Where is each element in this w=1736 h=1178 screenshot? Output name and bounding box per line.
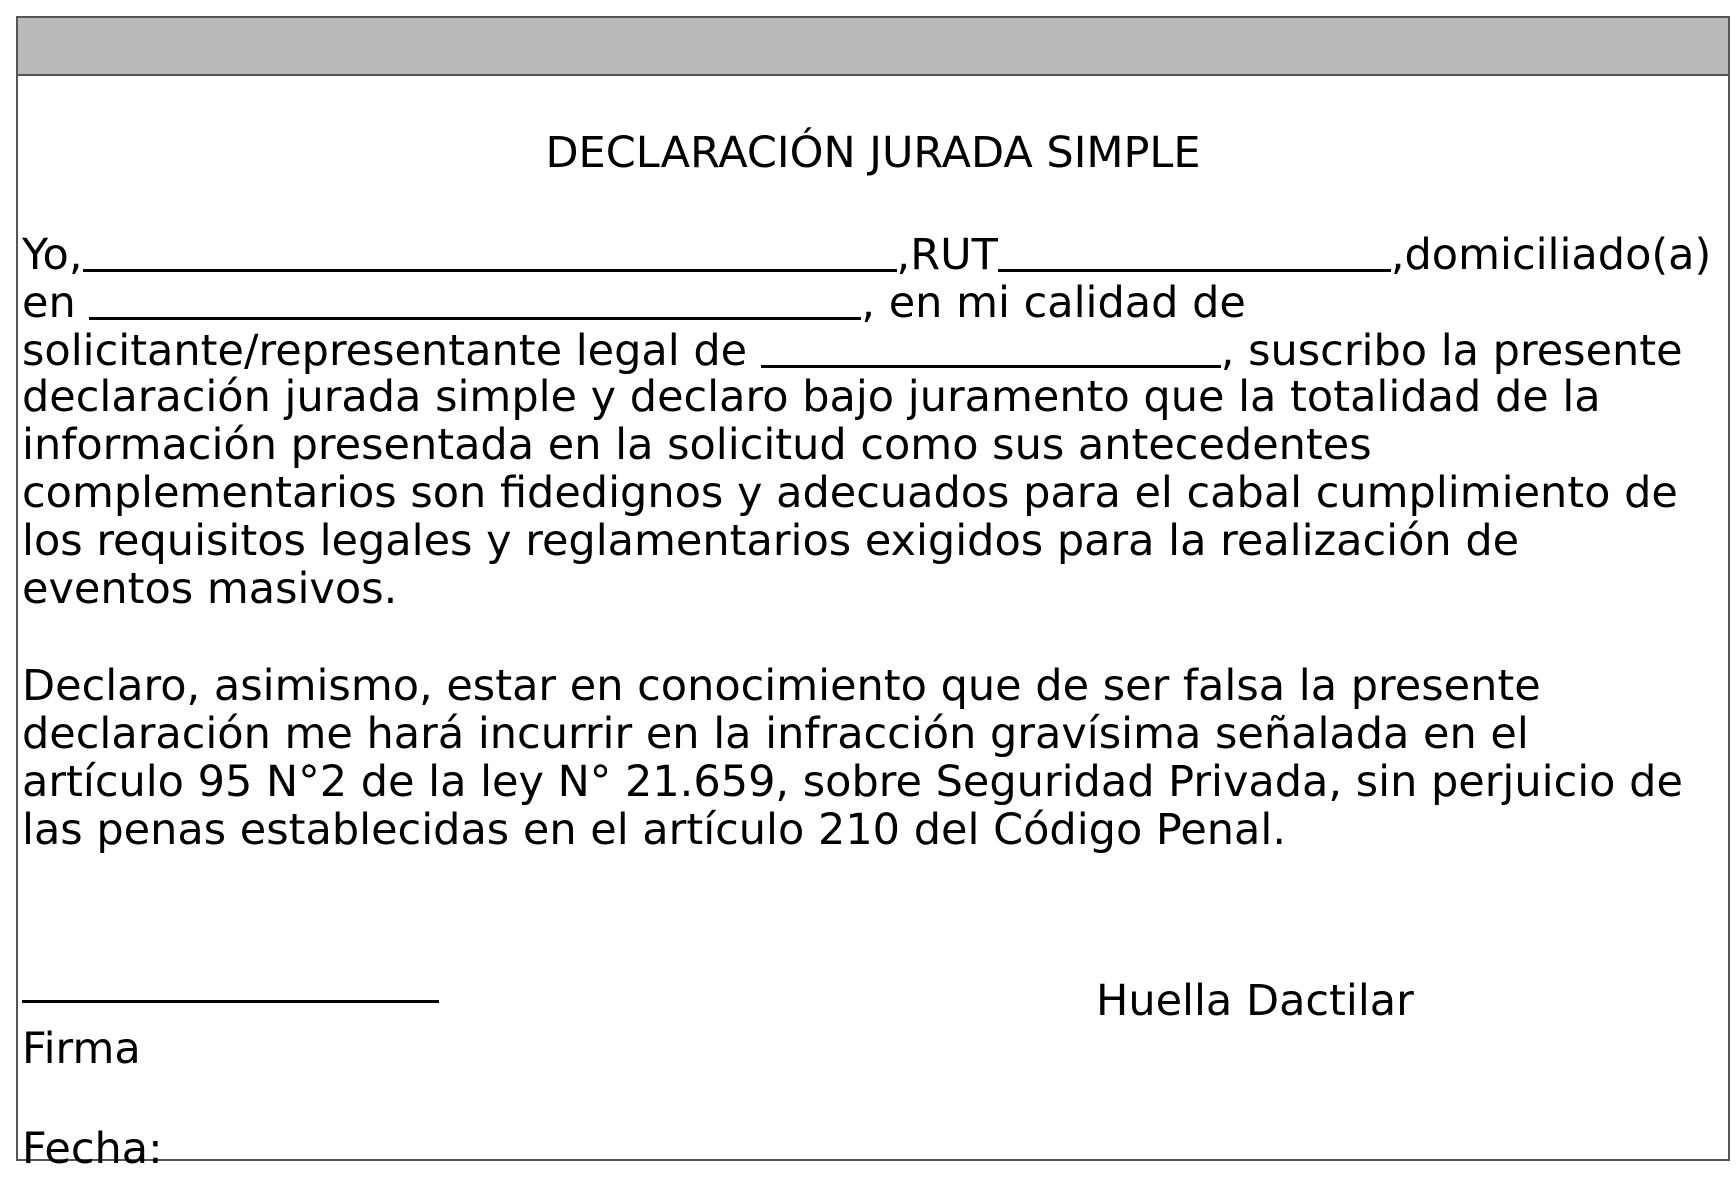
body-line-2 <box>22 276 1732 329</box>
declaration-body <box>22 228 1732 854</box>
document-title: DECLARACIÓN JURADA SIMPLE <box>545 128 1201 178</box>
text-domiciliado: ,domiciliado(a) <box>1390 230 1712 280</box>
body-line-11: artículo 95 N°2 de la ley N° 21.659, sobre Seguridad Privada, sin perjuicio de <box>22 757 1683 808</box>
body-line-10: declaración me hará incurrir en la infracción gravísima señalada en el <box>22 708 1529 759</box>
fingerprint-label: Huella Dactilar <box>1096 976 1414 1026</box>
body-line-6: complementarios son fidedignos y adecuados para el cabal cumplimiento de <box>22 467 1678 518</box>
address-blank-field[interactable] <box>89 279 861 320</box>
body-line-1 <box>22 228 1732 280</box>
paragraph-gap <box>22 614 1732 662</box>
body-line-8: eventos masivos. <box>22 564 398 615</box>
text-solicitante: solicitante/representante legal de <box>22 326 761 377</box>
text-yo: Yo, <box>22 230 83 280</box>
signature-line[interactable] <box>22 1000 439 1003</box>
signature-label: Firma <box>22 1024 141 1074</box>
body-line-5: información presentada en la solicitud como sus antecedentes <box>22 419 1372 470</box>
body-line-9: Declaro, asimismo, estar en conocimiento que de ser falsa la presente <box>22 660 1541 711</box>
body-line-7: los requisitos legales y reglamentarios exigidos para la realización de <box>22 516 1520 567</box>
rut-blank-field[interactable] <box>998 231 1391 272</box>
date-label: Fecha: <box>22 1124 163 1174</box>
text-rut: ,RUT <box>896 230 998 280</box>
body-line-12: las penas establecidas en el artículo 210 del Código Penal. <box>22 805 1286 856</box>
text-suscribo: , suscribo la presente <box>1220 326 1683 377</box>
body-line-3 <box>22 324 1732 377</box>
name-blank-field[interactable] <box>83 231 897 272</box>
organization-blank-field[interactable] <box>761 327 1221 368</box>
text-en: en <box>22 278 90 329</box>
declaration-form <box>16 16 1730 1174</box>
body-line-4: declaración jurada simple y declaro bajo juramento que la totalidad de la <box>22 371 1601 422</box>
text-calidad: , en mi calidad de <box>861 278 1246 329</box>
header-bar <box>18 18 1728 76</box>
